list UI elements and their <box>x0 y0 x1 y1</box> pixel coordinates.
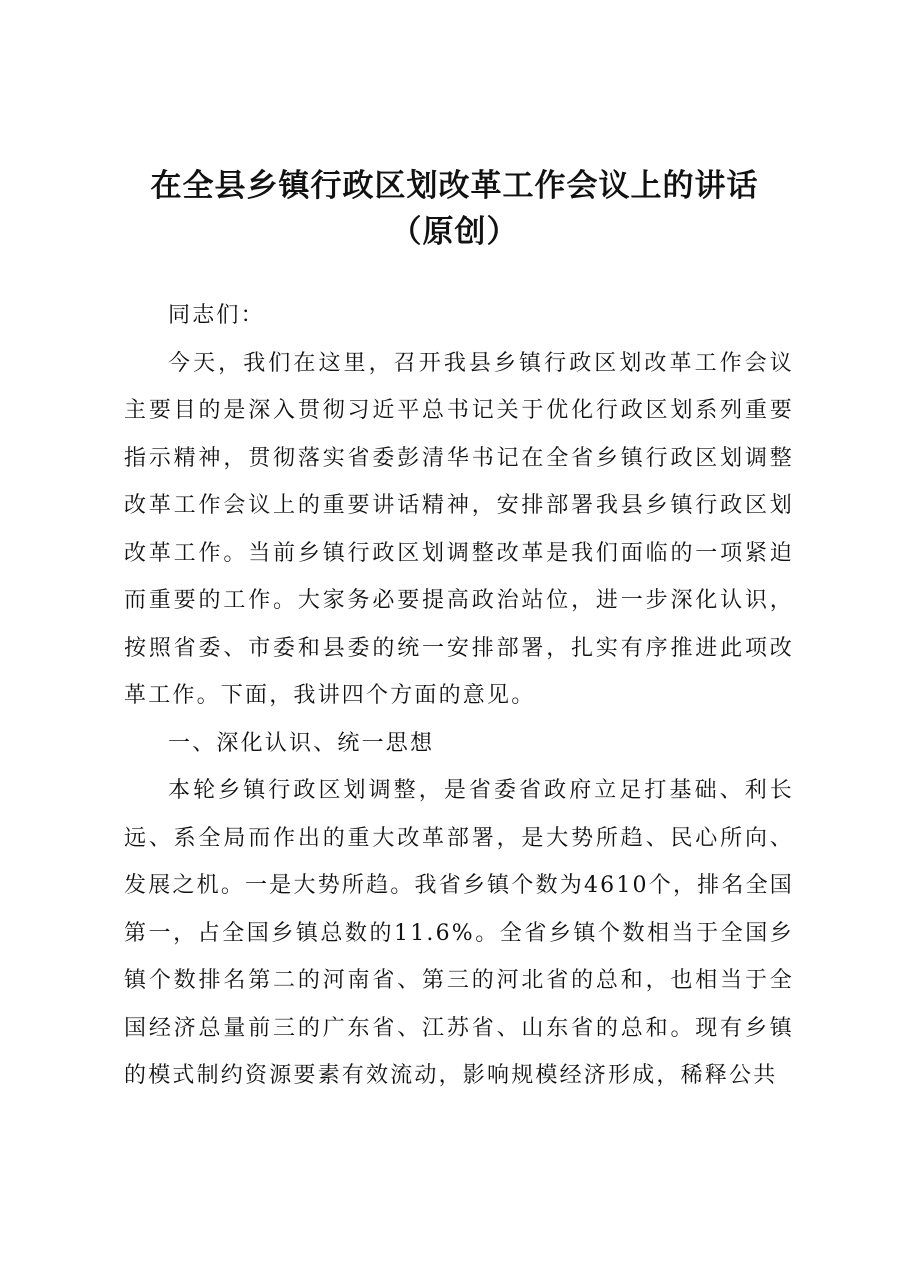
document-subtitle: （原创） <box>390 214 519 250</box>
document-title: 在全县乡镇行政区划改革工作会议上的讲话 <box>150 168 759 204</box>
section-heading-1: 一、深化认识、统一思想 <box>168 730 435 756</box>
paragraph-intro: 今天，我们在这里，召开我县乡镇行政区划改革工作会议主要目的是深入贯彻习近平总书记关于优化行政区划系列重要指示精神，贯彻落实省委彭清华书记在全省乡镇行政区划调整改革工作会议上的重要讲话精神，安排部署我县乡镇行政区划改革工作。当前乡镇行政区划调整改革是我们面临的一项紧迫而重要的工作。大家务必要提高政治站位，进一步深化认识，按照省委、市委和县委的统一安排部署，扎实有序推进此项改革工作。下面，我讲四个方面的意见。 <box>124 350 794 708</box>
paragraph-section1: 本轮乡镇行政区划调整，是省委省政府立足打基础、利长远、系全局而作出的重大改革部署，是大势所趋、民心所向、发展之机。一是大势所趋。我省乡镇个数为4610个，排名全国第一，占全国乡镇总数的11.6%。全省乡镇个数相当于全国乡镇个数排名第二的河南省、第三的河北省的总和，也相当于全国经济总量前三的广东省、江苏省、山东省的总和。现有乡镇的模式制约资源要素有效流动，影响规模经济形成，稀释公共 <box>124 778 794 1088</box>
document-body <box>124 292 794 1100</box>
greeting: 同志们： <box>168 303 265 328</box>
